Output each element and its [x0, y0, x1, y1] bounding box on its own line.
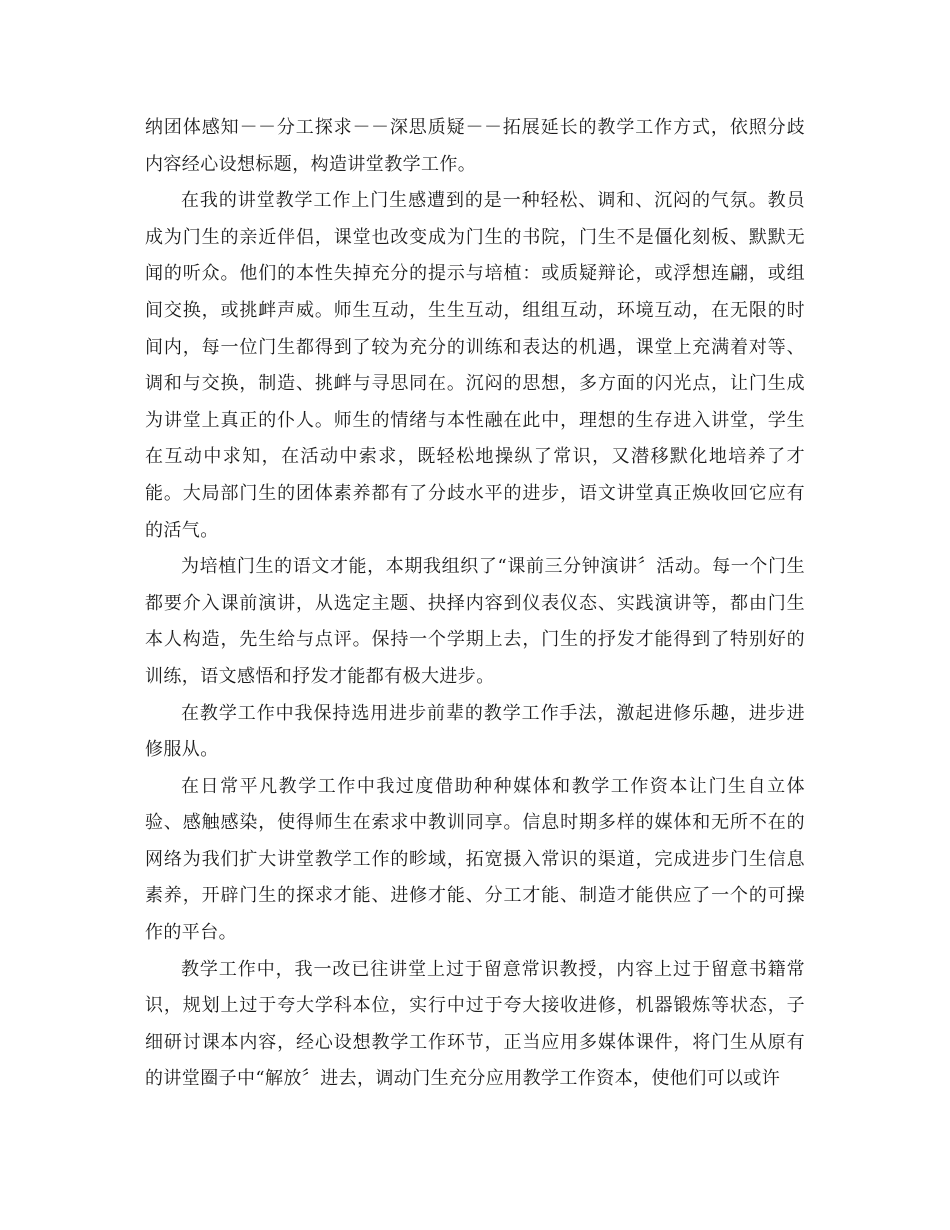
- document-body: [145, 110, 805, 1098]
- paragraph: 在日常平凡教学工作中我过度借助种种媒体和教学工作资本让门生自立体验、感触感染，使得师生在索求中教训同享。信息时期多样的媒体和无所不在的网络为我们扩大讲堂教学工作的畛域，拓宽摄入常识的渠道，完成进步门生信息素养，开辟门生的探求才能、进修才能、分工才能、制造才能供应了一个的可操作的平台。: [145, 775, 805, 944]
- paragraph: 为培植门生的语文才能，本期我组织了“课前三分钟演讲〞活动。每一个门生都要介入课前演讲，从选定主题、抉择内容到仪表仪态、实践演讲等，都由门生本人构造，先生给与点评。保持一个学期上去，门生的抒发才能得到了特别好的训练，语文感悟和抒发才能都有极大进步。: [145, 556, 805, 687]
- paragraph-continuation: 纳团体感知－－分工探求－－深思质疑－－拓展延长的教学工作方式，依照分歧内容经心设想标题，构造讲堂教学工作。: [145, 117, 805, 175]
- paragraph: 在教学工作中我保持选用进步前辈的教学工作手法，激起进修乐趣，进步进修服从。: [145, 702, 805, 761]
- paragraph: 在我的讲堂教学工作上门生感遭到的是一种轻松、调和、沉闷的气氛。教员成为门生的亲近伴侣，课堂也改变成为门生的书院，门生不是僵化刻板、默默无闻的听众。他们的本性失掉充分的提示与培植：或质疑辩论，或浮想连翩，或组间交换，或挑衅声威。师生互动，生生互动，组组互动，环境互动，在无限的时间内，每一位门生都得到了较为充分的训练和表达的机遇，课堂上充满着对等、调和与交换，制造、挑衅与寻思同在。沉闷的思想，多方面的闪光点，让门生成为讲堂上真正的仆人。师生的情绪与本性融在此中，理想的生存进入讲堂，学生在互动中求知，在活动中索求，既轻松地操纵了常识，又潜移默化地培养了才能。大局部门生的团体素养都有了分歧水平的进步，语文讲堂真正焕收回它应有的活气。: [145, 190, 805, 541]
- paragraph: 教学工作中，我一改已往讲堂上过于留意常识教授，内容上过于留意书籍常识，规划上过于夸大学科本位，实行中过于夸大接收进修，机器锻炼等状态，子细研讨课本内容，经心设想教学工作环节，正当应用多媒体课件，将门生从原有的讲堂圈子中“解放〞进去，调动门生充分应用教学工作资本，使他们可以或许: [145, 958, 805, 1090]
